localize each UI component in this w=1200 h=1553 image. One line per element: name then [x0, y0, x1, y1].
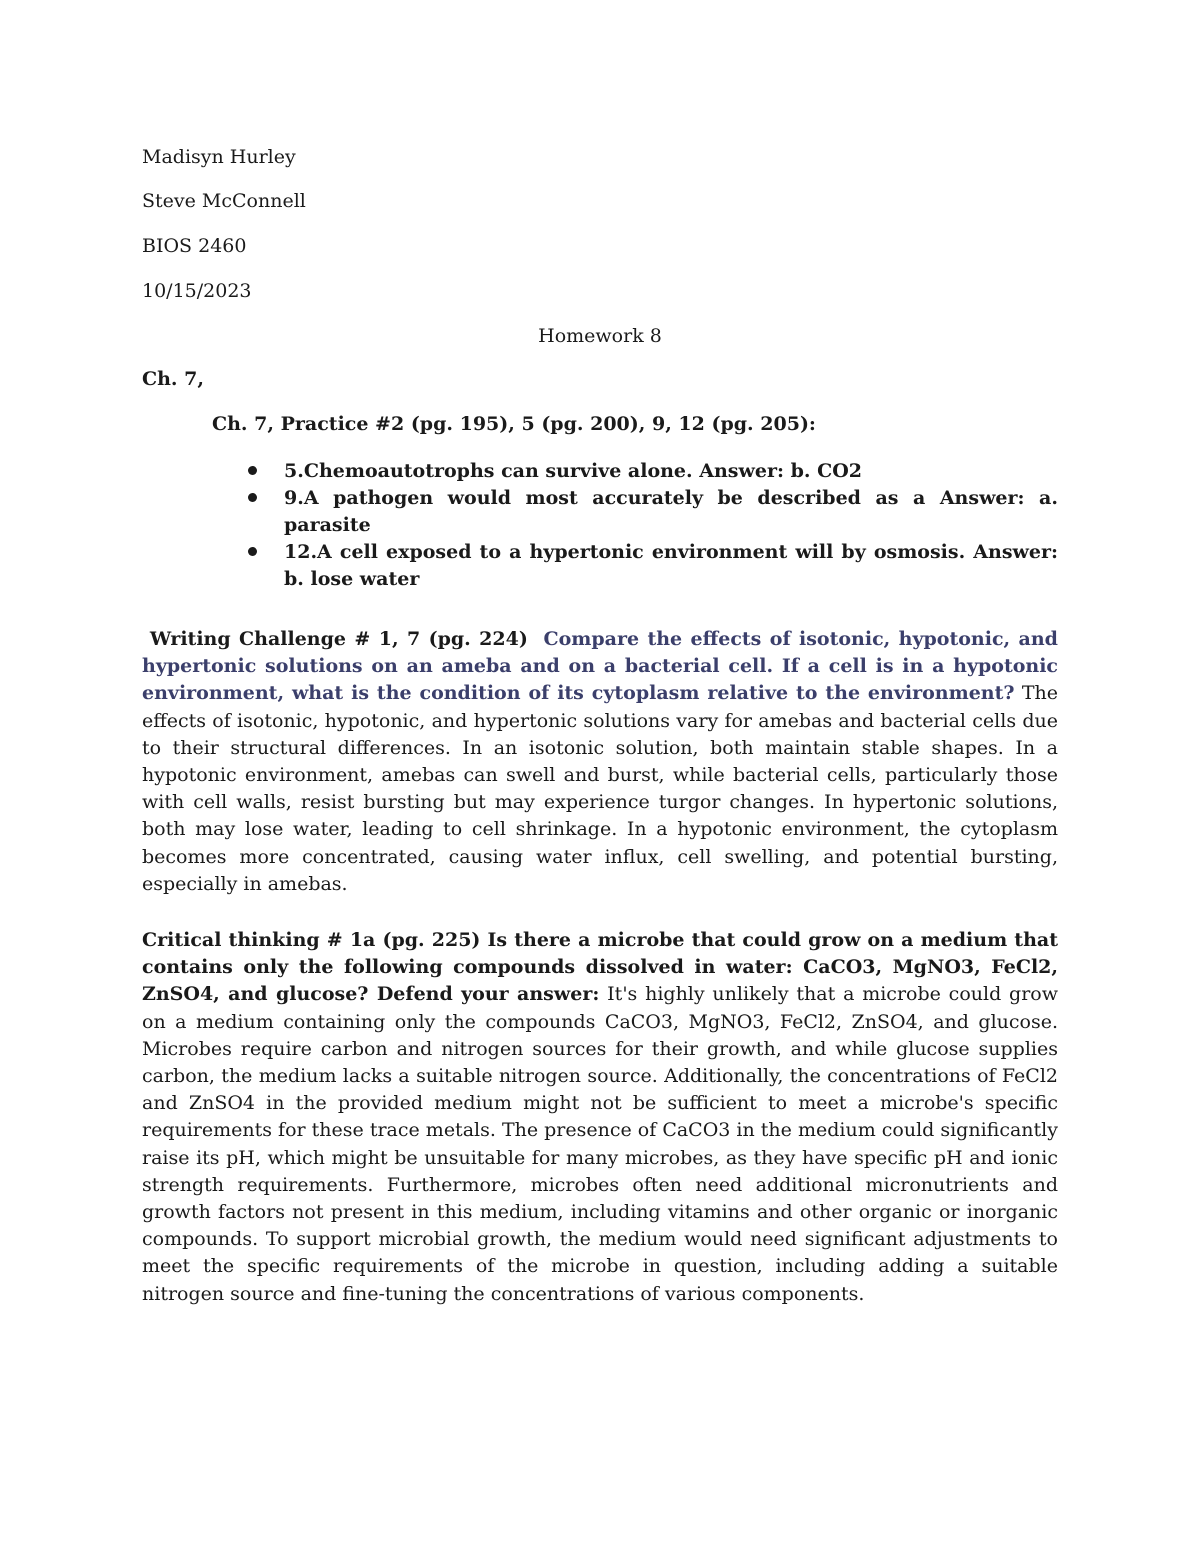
- writing-challenge-section: [142, 626, 1058, 898]
- bullet-icon: [248, 493, 257, 502]
- writing-challenge-question: Compare the effects of isotonic, hypotonic, and hypertonic solutions on an ameba and on a bacterial cell. If a cell is in a hypotonic environment, what is the condition of its cytoplasm relative to the environment?: [142, 628, 1058, 705]
- writing-challenge-answer: The effects of isotonic, hypotonic, and hypertonic solutions vary for amebas and bacterial cells due to their structural differences. In an isotonic solution, both maintain stable shapes. In a hypotonic environment, amebas can swell and burst, while bacterial cells, particularly those with cell walls, resist bursting but may experience turgor changes. In hypertonic solutions, both may lose water, leading to cell shrinkage. In a hypotonic environment, the cytoplasm becomes more concentrated, causing water influx, cell swelling, and potential bursting, especially in amebas.: [142, 682, 1058, 895]
- page-title: Homework 8: [538, 325, 662, 347]
- critical-thinking-section: [142, 927, 1058, 1308]
- chapter-label: Ch. 7,: [142, 368, 205, 390]
- bullet-icon: [248, 547, 257, 556]
- course-code: BIOS 2460: [142, 235, 247, 257]
- practice-answer-list: [248, 458, 1058, 593]
- list-item: [248, 458, 1058, 485]
- list-item: [248, 539, 1058, 593]
- list-item: [248, 485, 1058, 539]
- critical-thinking-question: Critical thinking # 1a (pg. 225) Is there a microbe that could grow on a medium that contains only the following compounds dissolved in water: CaCO3, MgNO3, FeCl2, ZnSO4, and glucose? Defend your answer:: [142, 929, 1058, 1006]
- list-item-text: 5.Chemoautotrophs can survive alone. Answer: b. CO2: [284, 460, 862, 482]
- date: 10/15/2023: [142, 280, 252, 302]
- student-name: Madisyn Hurley: [142, 146, 296, 168]
- instructor-name: Steve McConnell: [142, 190, 306, 212]
- list-item-text: 9.A pathogen would most accurately be described as a Answer: a. parasite: [284, 487, 1058, 536]
- bullet-icon: [248, 466, 257, 475]
- writing-challenge-label: Writing Challenge # 1, 7 (pg. 224): [149, 628, 528, 650]
- critical-thinking-answer: It's highly unlikely that a microbe could grow on a medium containing only the compounds CaCO3, MgNO3, FeCl2, ZnSO4, and glucose. Microbes require carbon and nitrogen sources for their growth, and while glucose supplies carbon, the medium lacks a suitable nitrogen source. Additionally, the concentrations of FeCl2 and ZnSO4 in the provided medium might not be sufficient to meet a microbe's specific requirements for these trace metals. The presence of CaCO3 in the medium could significantly raise its pH, which might be unsuitable for many microbes, as they have specific pH and ionic strength requirements. Furthermore, microbes often need additional micronutrients and growth factors not present in this medium, including vitamins and other organic or inorganic compounds. To support microbial growth, the medium would need significant adjustments to meet the specific requirements of the microbe in question, including adding a suitable nitrogen source and fine-tuning the concentrations of various components.: [142, 983, 1058, 1305]
- practice-heading: Ch. 7, Practice #2 (pg. 195), 5 (pg. 200), 9, 12 (pg. 205):: [212, 413, 816, 435]
- list-item-text: 12.A cell exposed to a hypertonic environment will by osmosis. Answer: b. lose water: [284, 541, 1058, 590]
